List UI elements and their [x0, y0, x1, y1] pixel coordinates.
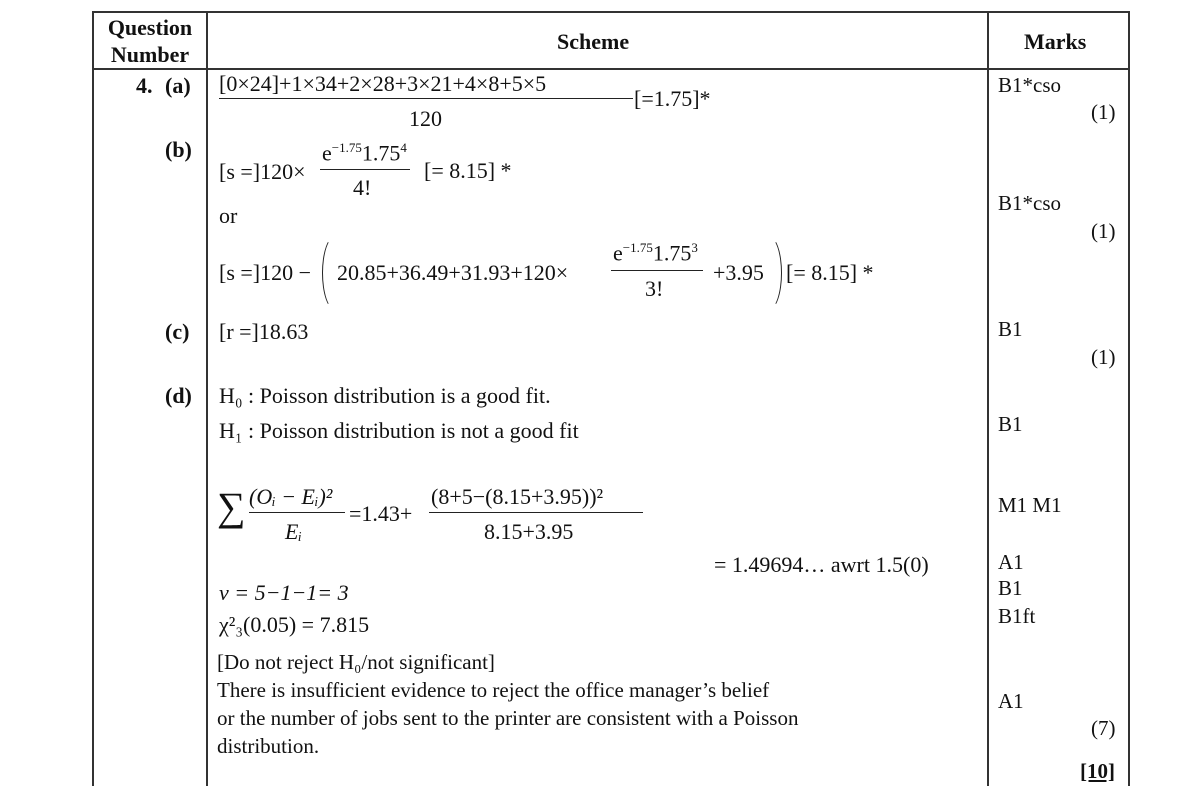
part-d-frac-denominator: 8.15+3.95	[484, 519, 574, 544]
part-d-conclusion-mark: A1	[998, 689, 1024, 713]
table-header-divider	[92, 68, 1130, 70]
part-d-conclusion	[217, 648, 798, 760]
conclusion-line-2: There is insufficient evidence to reject the office manager’s belief	[217, 678, 770, 702]
part-b-or: or	[219, 203, 238, 228]
part-d-h1: H₁ : Poisson distribution is not a good fit	[219, 418, 579, 443]
part-a-total: (1)	[1091, 100, 1116, 124]
part-b-line2-result: [= 8.15] *	[786, 260, 874, 285]
part-b-line1-result: [= 8.15] *	[424, 158, 512, 183]
part-b-label: (b)	[165, 137, 192, 162]
table-right-border	[1128, 11, 1130, 786]
part-d-label: (d)	[165, 383, 192, 408]
part-a-result: [=1.75]*	[634, 86, 711, 111]
part-a-numerator: [0×24]+1×34+2×28+3×21+4×8+5×5	[219, 71, 547, 96]
part-d-h0: H₀ : Poisson distribution is a good fit.	[219, 383, 551, 408]
part-b-e: e	[322, 140, 332, 166]
part-b-e-exp: −1.75	[331, 140, 362, 155]
part-d-sum-mid: =1.43+	[349, 501, 413, 526]
part-c-total: (1)	[1091, 345, 1116, 369]
part-a-fraction-bar	[219, 98, 633, 99]
part-b2-e-exp: −1.75	[622, 240, 653, 255]
part-d-nu: ν = 5−1−1= 3	[219, 580, 349, 605]
part-b-line1-prefix: [s =]120×	[219, 159, 306, 184]
part-d-total: (7)	[1091, 716, 1116, 740]
header-marks: Marks	[1024, 29, 1087, 54]
part-b-right-paren	[756, 236, 782, 310]
part-b-line1-bar	[320, 169, 410, 170]
part-b-line2-numerator	[613, 240, 698, 266]
part-d-chi: χ²₃(0.05) = 7.815	[219, 612, 370, 637]
part-b-line1-numerator	[322, 140, 407, 166]
part-d-sum-bar	[249, 512, 345, 513]
part-b2-e: e	[613, 240, 623, 266]
header-question-line1: Question	[107, 15, 193, 40]
part-b-line2-terms: 20.85+36.49+31.93+120×	[337, 260, 569, 285]
part-b-total: (1)	[1091, 219, 1116, 243]
column-divider-marks	[987, 11, 989, 786]
question-number: 4.	[136, 73, 153, 98]
part-b-pow: 4	[400, 140, 407, 155]
part-d-hyp-mark: B1	[998, 412, 1023, 436]
header-question-line2: Number	[110, 42, 190, 67]
part-c-mark: B1	[998, 317, 1023, 341]
part-c-text: [r =]18.63	[219, 319, 309, 344]
part-b2-base: 1.75	[652, 240, 692, 266]
conclusion-line-4: distribution.	[217, 734, 320, 758]
column-divider-question	[206, 11, 208, 786]
part-b-line2-denominator: 3!	[645, 276, 664, 301]
part-b-base: 1.75	[361, 140, 401, 166]
part-d-result: = 1.49694… awrt 1.5(0)	[714, 552, 929, 577]
table-top-border	[92, 11, 1130, 13]
part-b2-pow: 3	[691, 240, 698, 255]
sigma-symbol: ∑	[217, 484, 246, 529]
part-b-line2-tail: +3.95	[713, 260, 764, 285]
part-a-mark: B1*cso	[998, 73, 1061, 97]
grand-total: [10]	[1080, 759, 1115, 783]
part-a-denominator: 120	[409, 106, 442, 131]
table-left-border	[92, 11, 94, 786]
part-d-sum-denominator: Eᵢ	[285, 519, 302, 544]
part-d-sum-numerator: (Oᵢ − Eᵢ)²	[249, 484, 333, 509]
part-d-nu-mark: B1	[998, 576, 1023, 600]
conclusion-line-3: or the number of jobs sent to the printer are consistent with a Poisson	[217, 706, 799, 730]
conclusion-line-1: [Do not reject H₀/not significant]	[217, 650, 495, 674]
part-a-label: (a)	[165, 73, 191, 98]
part-d-frac-numerator: (8+5−(8.15+3.95))²	[431, 484, 604, 509]
part-d-frac-bar	[429, 512, 643, 513]
part-c-label: (c)	[165, 319, 190, 344]
part-d-sum-mark: M1 M1	[998, 493, 1062, 517]
part-b-line2-prefix: [s =]120 −	[219, 260, 312, 285]
part-b-line1-denominator: 4!	[353, 175, 372, 200]
header-question-number	[100, 14, 200, 68]
part-d-chi-mark: B1ft	[998, 604, 1036, 628]
header-scheme: Scheme	[557, 29, 630, 54]
part-b-line2-bar	[611, 270, 703, 271]
part-d-result-mark: A1	[998, 550, 1024, 574]
part-b-mark: B1*cso	[998, 191, 1061, 215]
